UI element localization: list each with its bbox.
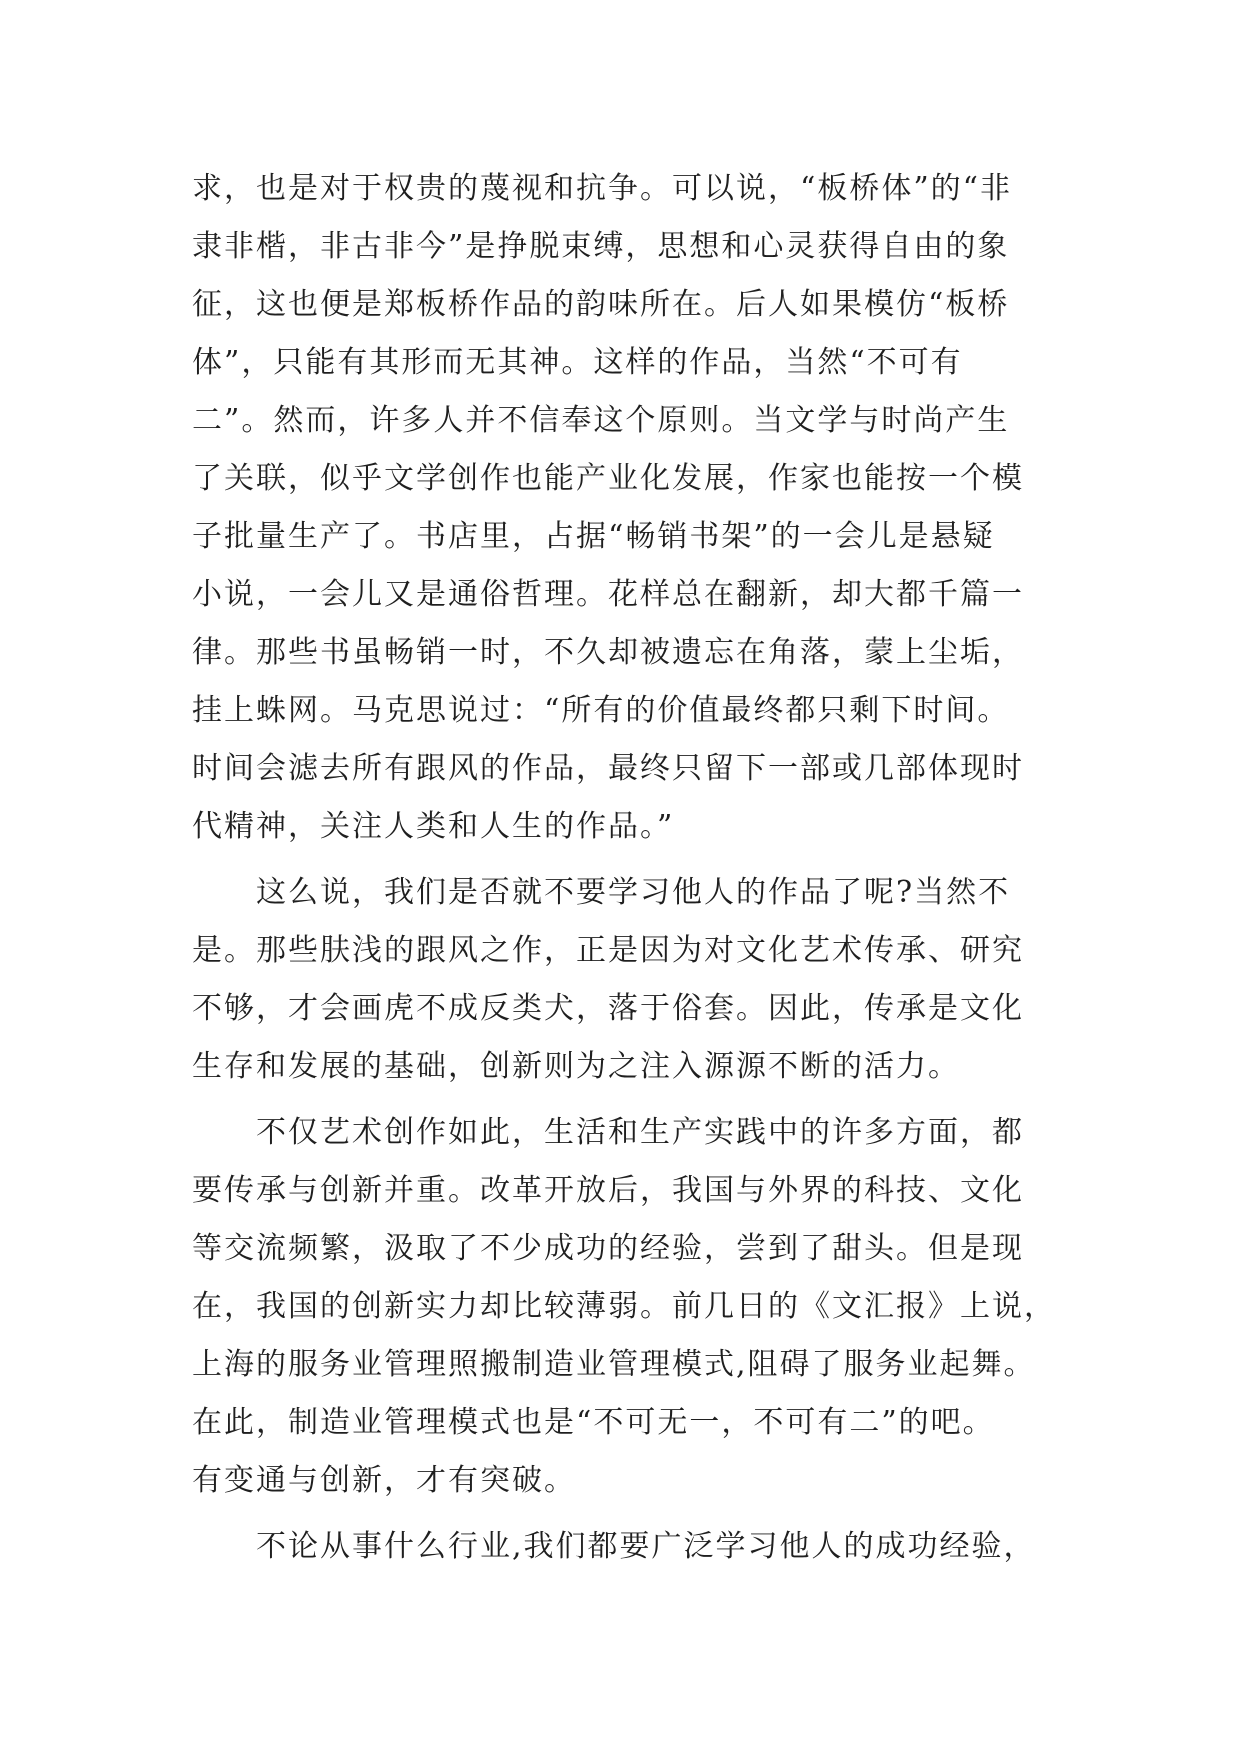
text-line: 等交流频繁，汲取了不少成功的经验，尝到了甜头。但是现	[192, 1231, 1024, 1266]
text-line: 代精神，关注人类和人生的作品。”	[192, 809, 675, 844]
text-line: 律。那些书虽畅销一时，不久却被遗忘在角落，蒙上尘垢，	[192, 635, 1024, 670]
text-line: 体”，只能有其形而无其神。这样的作品，当然“不可有	[192, 345, 963, 380]
paragraph-gap	[192, 856, 1072, 864]
text-line: 小说，一会儿又是通俗哲理。花样总在翻新，却大都千篇一	[192, 577, 1024, 612]
text-line: 隶非楷，非古非今”是挣脱束缚，思想和心灵获得自由的象	[192, 229, 1010, 264]
text-line: 这么说，我们是否就不要学习他人的作品了呢?当然不	[192, 875, 1011, 910]
text-line: 在此，制造业管理模式也是“不可无一，不可有二”的吧。	[192, 1405, 995, 1440]
text-line: 上海的服务业管理照搬制造业管理模式,阻碍了服务业起舞。	[192, 1347, 1036, 1382]
text-line: 生存和发展的基础，创新则为之注入源源不断的活力。	[192, 1049, 960, 1084]
text-line: 不论从事什么行业,我们都要广泛学习他人的成功经验，	[192, 1529, 1036, 1564]
text-line: 不仅艺术创作如此，生活和生产实践中的许多方面，都	[192, 1115, 1024, 1150]
paragraph-gap	[192, 1510, 1072, 1518]
text-line: 是。那些肤浅的跟风之作，正是因为对文化艺术传承、研究	[192, 933, 1024, 968]
text-line: 要传承与创新并重。改革开放后，我国与外界的科技、文化	[192, 1173, 1024, 1208]
text-line: 求，也是对于权贵的蔑视和抗争。可以说，“板桥体”的“非	[192, 171, 1013, 206]
text-line: 征，这也便是郑板桥作品的韵味所在。后人如果模仿“板桥	[192, 287, 1010, 322]
text-line: 二”。然而，许多人并不信奉这个原则。当文学与时尚产生	[192, 403, 1010, 438]
text-line: 有变通与创新，才有突破。	[192, 1463, 576, 1498]
text-line: 在，我国的创新实力却比较薄弱。前几日的《文汇报》上说，	[192, 1289, 1056, 1324]
text-line: 了关联，似乎文学创作也能产业化发展，作家也能按一个模	[192, 461, 1024, 496]
text-line: 子批量生产了。书店里，占据“畅销书架”的一会儿是悬疑	[192, 519, 995, 554]
text-line: 挂上蛛网。马克思说过：“所有的价值最终都只剩下时间。	[192, 693, 1010, 728]
text-line: 不够，才会画虎不成反类犬，落于俗套。因此，传承是文化	[192, 991, 1024, 1026]
paragraph-gap	[192, 1096, 1072, 1104]
essay-body	[192, 160, 1072, 1576]
text-line: 时间会滤去所有跟风的作品，最终只留下一部或几部体现时	[192, 751, 1024, 786]
